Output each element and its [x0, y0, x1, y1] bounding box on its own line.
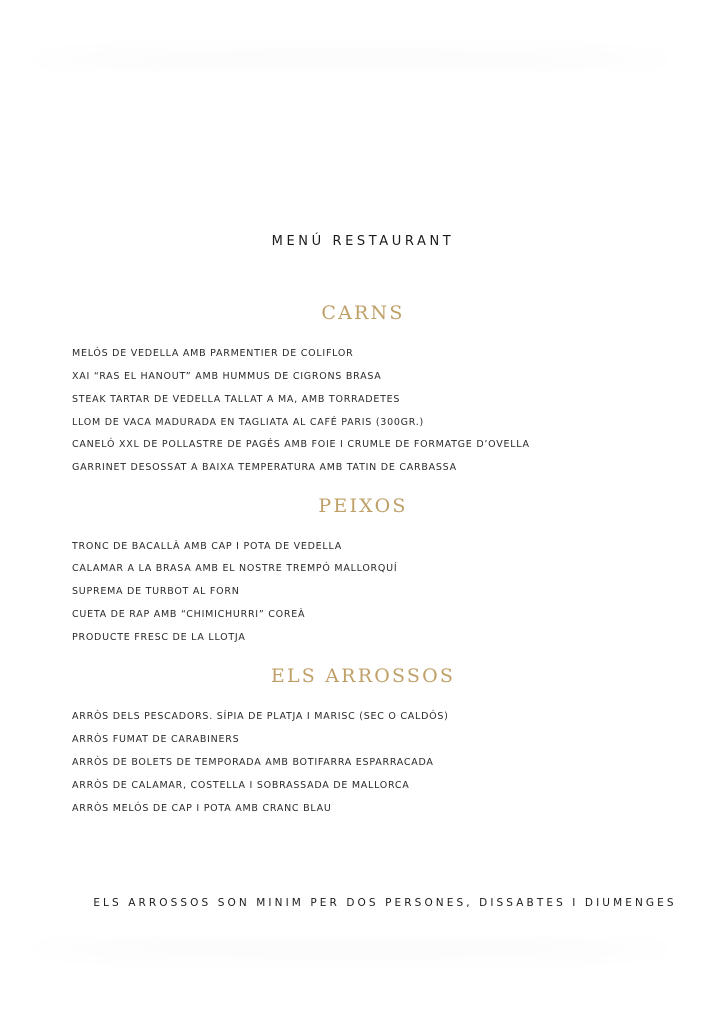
menu-item: LLOM DE VACA MADURADA EN TAGLIATA AL CAFÉ PARIS (300GR.): [72, 417, 425, 428]
menu-item: TRONC DE BACALLÀ AMB CAP I POTA DE VEDELLA: [72, 541, 342, 552]
menu-item: STEAK TARTAR DE VEDELLA TALLAT A MA, AMB TORRADETES: [72, 394, 401, 405]
section-title-arrossos: ELS ARROSSOS: [270, 665, 456, 687]
menu-item: CANELÓ XXL DE POLLASTRE DE PAGÉS AMB FOIE I CRUMLE DE FORMATGE D’OVELLA: [72, 439, 530, 450]
menu-item: ARRÒS DE BOLETS DE TEMPORADA AMB BOTIFARRA ESPARRACADA: [72, 757, 434, 768]
menu-item: CUETA DE RAP AMB “CHIMICHURRI” COREÀ: [72, 609, 306, 620]
footer-note: ELS ARROSSOS SON MINIM PER DOS PERSONES, DISSABTES I DIUMENGES: [93, 897, 677, 909]
menu-sheet: [20, 72, 680, 936]
section-title-carns: CARNS: [321, 302, 405, 324]
menu-title: MENÚ RESTAURANT: [271, 234, 455, 249]
section-title-peixos: PEIXOS: [318, 495, 408, 517]
menu-item: ARRÒS FUMAT DE CARABINERS: [72, 734, 240, 745]
menu-item: XAI “RAS EL HANOUT” AMB HUMMUS DE CIGRONS BRASA: [72, 371, 382, 382]
menu-item: ARRÒS DE CALAMAR, COSTELLA I SOBRASSADA DE MALLORCA: [72, 780, 410, 791]
menu-item: MELÓS DE VEDELLA AMB PARMENTIER DE COLIFLOR: [72, 348, 354, 359]
menu-item: ARRÒS DELS PESCADORS. SÍPIA DE PLATJA I MARISC (SEC O CALDÓS): [72, 711, 449, 722]
menu-item: CALAMAR A LA BRASA AMB EL NOSTRE TREMPÓ MALLORQUÍ: [72, 563, 398, 574]
menu-item: GARRINET DESOSSAT A BAIXA TEMPERATURA AMB TATIN DE CARBASSA: [72, 462, 457, 473]
menu-item: ARRÒS MELÓS DE CAP I POTA AMB CRANC BLAU: [72, 803, 332, 814]
menu-item: PRODUCTE FRESC DE LA LLOTJA: [72, 632, 246, 643]
menu-item: SUPREMA DE TURBOT AL FORN: [72, 586, 240, 597]
